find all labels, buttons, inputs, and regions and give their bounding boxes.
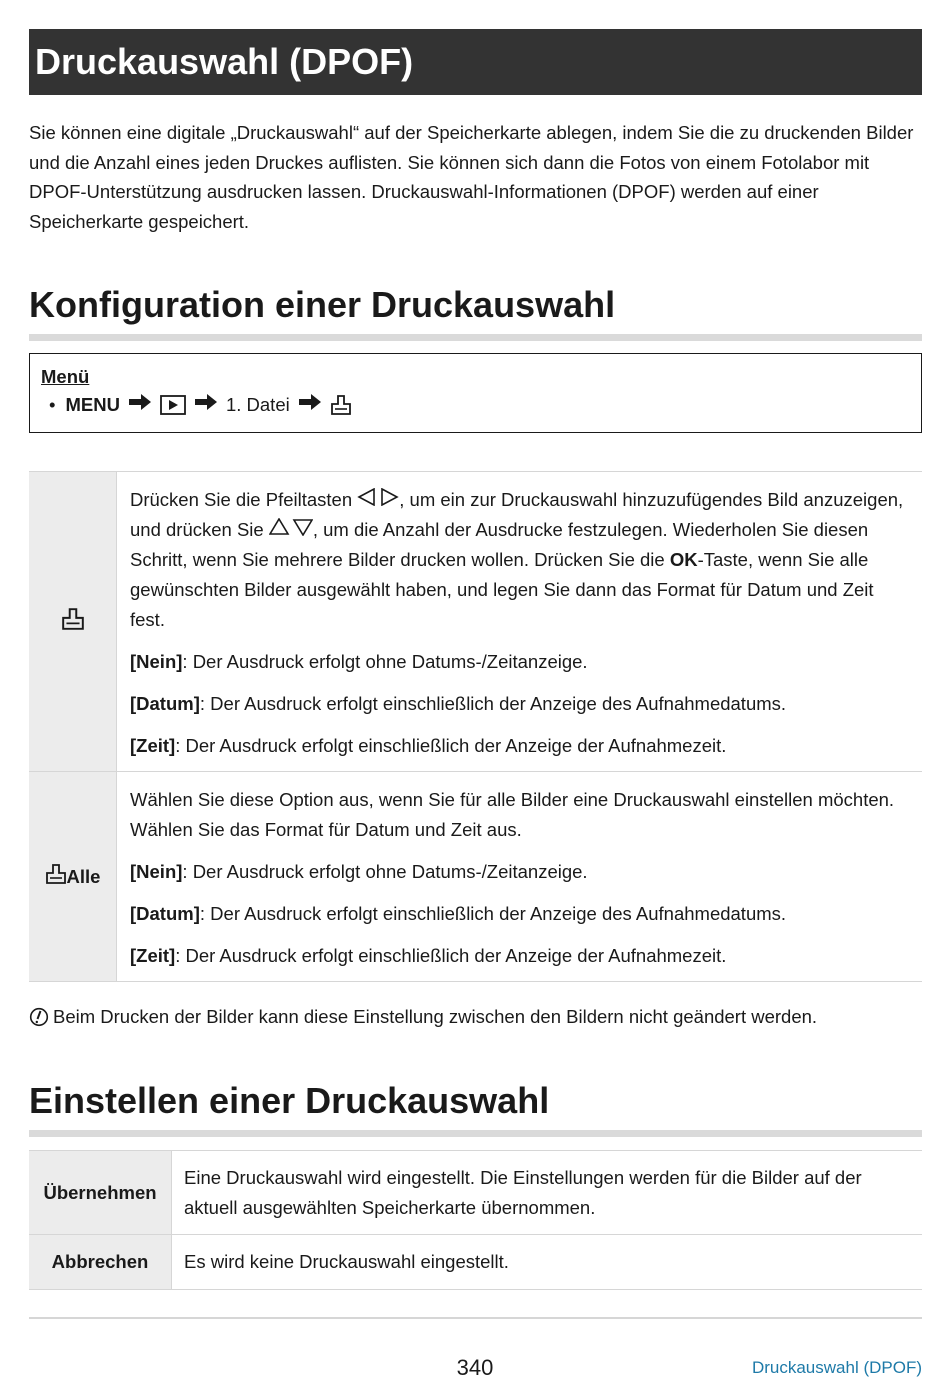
intro-paragraph [29, 118, 922, 236]
text-segment: Drücken Sie die Pfeiltasten [130, 489, 353, 510]
options-table [29, 471, 922, 982]
table-row [29, 1151, 922, 1235]
option-text: : Der Ausdruck erfolgt einschließlich der Anzeige des Aufnahmedatums. [199, 693, 787, 714]
option-text: : Der Ausdruck erfolgt einschließlich der Anzeige der Aufnahmezeit. [175, 945, 727, 966]
print-order-all-icon [45, 863, 67, 890]
menu-path-box [29, 353, 922, 433]
option-text: : Der Ausdruck erfolgt ohne Datums-/Zeitanzeige. [182, 651, 588, 672]
setting-key: Abbrechen [29, 1235, 172, 1290]
setting-key: Übernehmen [29, 1151, 172, 1235]
note [29, 1006, 922, 1028]
page-number: 340 [456, 1355, 494, 1380]
print-order-all-label [45, 863, 101, 890]
option-zeit [130, 731, 912, 761]
option-instructions: Wählen Sie diese Option aus, wenn Sie für alle Bilder eine Druckauswahl einstellen möchten. Wählen Sie das Format für Datum und Zeit aus. [130, 789, 895, 840]
option-datum [130, 899, 912, 929]
page-title: Druckauswahl (DPOF) [29, 29, 922, 95]
option-nein [130, 857, 912, 887]
caution-icon [29, 1007, 49, 1027]
option-label: [Nein] [130, 651, 183, 672]
menu-step-datei: 1. Datei [225, 394, 290, 415]
option-text: : Der Ausdruck erfolgt einschließlich der Anzeige der Aufnahmezeit. [175, 735, 727, 756]
print-order-icon [330, 394, 352, 416]
option-text: : Der Ausdruck erfolgt einschließlich der Anzeige des Aufnahmedatums. [199, 903, 787, 924]
arrow-right-icon [128, 390, 152, 420]
option-label: [Nein] [130, 861, 183, 882]
menu-word: MENU [65, 394, 120, 415]
setting-value: Eine Druckauswahl wird eingestellt. Die Einstellungen werden für die Bilder auf der aktuell ausgewählten Speicherkarte übernommen. [184, 1167, 862, 1218]
setting-value: Es wird keine Druckauswahl eingestellt. [184, 1251, 509, 1272]
bullet: • [49, 394, 56, 415]
option-label: [Zeit] [130, 735, 176, 756]
table-row [29, 472, 922, 772]
option-description [117, 472, 923, 772]
section-heading-configuration: Konfiguration einer Druckauswahl [29, 284, 922, 341]
note-text: Beim Drucken der Bilder kann diese Einstellung zwischen den Bildern nicht geändert werden. [53, 1006, 818, 1027]
option-datum [130, 689, 912, 719]
option-text: : Der Ausdruck erfolgt ohne Datums-/Zeitanzeige. [182, 861, 588, 882]
ok-key-label: OK [669, 549, 698, 570]
playback-icon [160, 395, 186, 415]
option-label: [Datum] [130, 903, 200, 924]
table-row [29, 1235, 922, 1290]
left-right-arrows-icon [357, 489, 399, 510]
option-key-print-order [29, 472, 117, 772]
up-down-arrows-icon [269, 519, 313, 540]
option-label: [Zeit] [130, 945, 176, 966]
option-description [117, 772, 923, 982]
text-segment: , um ein zur Druckauswahl hinzuzufügendes Bild anzuzeigen, und drücken Sie [130, 489, 904, 540]
section-heading-setting: Einstellen einer Druckauswahl [29, 1080, 922, 1137]
intro-text: Sie können eine digitale „Druckauswahl“ auf der Speicherkarte ablegen, indem Sie die zu druckenden Bilder und die Anzahl eines jeden Druckes auflisten. Sie können sich dann die Fotos von einem Fotolabor mit DPOF-Unterstützung ausdrucken lassen. Druckauswahl-Informationen (DPOF) werden auf einer Speicherkarte gespeichert. [29, 122, 914, 232]
arrow-right-icon [298, 390, 322, 420]
text-segment: , um die Anzahl der Ausdrucke festzulegen. Wiederholen Sie diesen Schritt, wenn Sie mehrere Bilder drucken wollen. Drücken Sie die [130, 519, 869, 570]
print-order-icon [61, 614, 85, 635]
option-key-label: Alle [66, 865, 101, 887]
option-label: [Datum] [130, 693, 200, 714]
footer-section-link[interactable]: Druckauswahl (DPOF) [751, 1358, 922, 1377]
option-instructions [130, 485, 912, 635]
table-row [29, 772, 922, 982]
text-segment: -Taste, wenn Sie alle gewünschten Bilder ausgewählt haben, und legen Sie dann das Format für Datum und Zeit fest. [130, 549, 874, 630]
menu-path [41, 390, 911, 420]
settings-table [29, 1150, 922, 1290]
footer-divider [29, 1317, 922, 1319]
page [29, 29, 922, 1290]
menu-box-title: Menü [41, 366, 90, 387]
option-key-print-all [29, 772, 117, 982]
arrow-right-icon [194, 390, 218, 420]
option-nein [130, 647, 912, 677]
option-zeit [130, 941, 912, 971]
